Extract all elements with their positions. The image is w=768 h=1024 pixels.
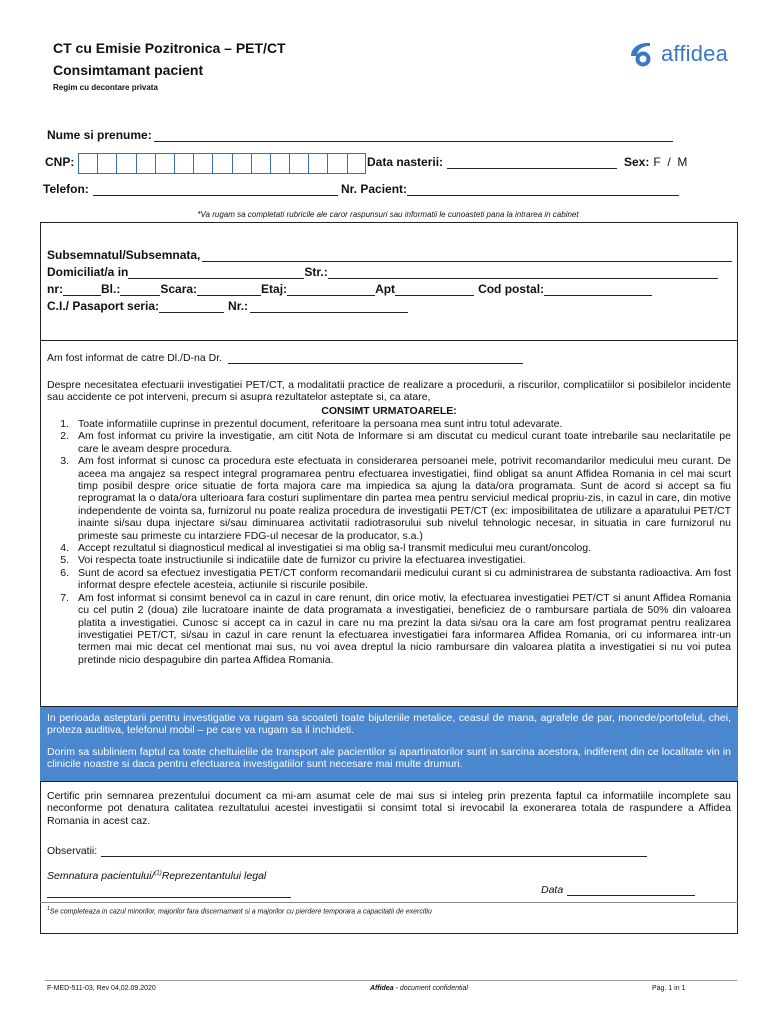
cnp-digit[interactable] <box>270 153 289 174</box>
name-row <box>47 128 673 142</box>
date-row <box>541 884 695 896</box>
cnp-digit[interactable] <box>193 153 212 174</box>
domicile-row <box>47 262 737 279</box>
consent-item-text: Am fost informat si consimt benevol ca in cazul in care renunt, din orice motiv, la efectuarea investigatiei PET/CT si anunt Affidea Romania cu cel putin 2 (doua) zile lucratoare inainte de data programata a investigatiei, beneficiez de o rambursare partiala de 50% din valoarea platita a investigatiei. Cunosc si accept ca in cazul in care nu ma prezint la data si/sau ora la care am fost programat pentru realizarea investigatiei PET/CT, si/sau in cazul in care renunt la efectuarea investigatiei fara informarea Affidea Romania, ori cu informarea intr-un termen mai mic decat cel mentionat mai sus, nu voi avea dreptul la nicio rambursare din valoarea platita a investigatiei si nu voi putea pretinde nicio despagubire din partea Affidea Romania. <box>78 591 731 666</box>
consent-item-text: Voi respecta toate instructiunile si indicatiile date de furnizor cu privire la efectuarea investigatiei. <box>78 554 526 567</box>
id-series-field[interactable] <box>159 299 224 313</box>
patient-no-label: Nr. Pacient: <box>341 182 408 196</box>
sex-options[interactable]: F / M <box>653 155 688 169</box>
fill-notice: *Va rugam sa completati rubricile ale caror raspunsuri sau informatii le cunoasteti pana la intrarea in cabinet <box>197 210 579 219</box>
consent-item-number: 5. <box>60 554 69 567</box>
id-series-label: C.I./ Pasaport seria: <box>47 299 160 313</box>
birth-field[interactable] <box>447 155 617 169</box>
nr-label: nr: <box>47 282 63 296</box>
doctor-field[interactable] <box>228 352 523 364</box>
informed-by-label: Am fost informat de catre Dl./D-na Dr. <box>47 352 223 364</box>
cnp-digit[interactable] <box>212 153 231 174</box>
address-row <box>47 279 737 296</box>
birth-label: Data nasterii: <box>367 155 444 169</box>
patient-no-field[interactable] <box>407 182 679 196</box>
consent-item <box>47 554 731 566</box>
footer-divider <box>45 980 737 981</box>
signature-label <box>47 870 266 882</box>
consent-item-text: Accept rezultatul si diagnosticul medical al investigatiei si ma oblig sa-l transmit medicului meu curant/oncolog. <box>78 542 591 555</box>
consent-heading: CONSIMT URMATOARELE: <box>321 405 457 417</box>
consent-item-number: 1. <box>60 418 69 430</box>
consent-list <box>47 418 731 666</box>
date-label: Data <box>541 884 564 896</box>
cnp-digit[interactable] <box>289 153 308 174</box>
street-label: Str.: <box>304 265 328 279</box>
declarant-section <box>47 245 737 313</box>
footnote <box>47 906 432 915</box>
sex-row <box>624 155 687 169</box>
signature-footnote-ref: (1) <box>154 870 162 877</box>
cnp-digit[interactable] <box>308 153 327 174</box>
affidea-logo <box>628 40 728 68</box>
undersigned-row <box>47 245 737 262</box>
info-box-paragraph-2: Dorim sa subliniem faptul ca toate cheltuielile de transport ale pacientilor si apartinatorilor sunt in sarcina acestora, indiferent din ce localitate vin in clinicile noastre si daca pentru efectuarea investigatiilor sunt necesare mai multe drumuri. <box>47 746 731 771</box>
consent-item-number: 6. <box>60 566 69 579</box>
undersigned-label: Subsemnatul/Subsemnata, <box>47 248 201 262</box>
consent-item-text: Am fost informat cu privire la investigatie, am citit Nota de Informare si am discutat cu medicul curant toate intrebarile sau neclaritatile pe care le aveam despre procedura. <box>78 430 731 455</box>
apt-label: Apt <box>375 282 396 296</box>
footer-brand: Affidea <box>370 985 394 992</box>
affidea-logo-icon <box>628 40 658 68</box>
footnote-text: Se completeaza in cazul minorilor, majorilor fara discernamant si a majorilor cu pierdere temporara a capacitatii de exercitiu <box>49 908 432 916</box>
street-field[interactable] <box>328 265 718 279</box>
logo-text: affidea <box>661 41 729 66</box>
consent-item-text: Am fost informat si cunosc ca procedura este efectuata in considerarea persoanei mele, potrivit recomandarilor medicului meu curant. De aceea ma angajez sa respect integral programarea pentru efectuarea investigatiei, fiind obligat sa anunt Affidea Romania in cel mai scurt timp posibil despre orice situatie de forta majora care ma impiedica sa ajung la data/ora programata. Sunt de acord si accept sa fiu reprogramat la o data/ora ulterioara fara costuri suplimentare din partea mea pentru serviciul medical propriu-zis, in cazul in care, din motive independente de vointa sa, furnizorul nu poate realiza procedura de investigatii PET/CT (ex: imposibilitatea de utilizare a aparatului PET/CT inainte si/sau dupa injectare si/sau diminuarea activitatii radiotrasorului sub nivelul tehnologic necesar, in situatia in care furnizorul nu primeste sau primeste cu intarziere FDG-ul necesar de la producator, s.a.) <box>78 455 731 542</box>
frame-divider <box>40 340 738 341</box>
consent-item <box>47 592 731 666</box>
consent-item <box>47 542 731 554</box>
cnp-digit[interactable] <box>136 153 155 174</box>
block-label: Bl.: <box>101 282 121 296</box>
form-code: F-MED-511-03, Rev 04,02.09.2020 <box>47 985 156 992</box>
footer-confidential: - document confidential <box>393 985 468 992</box>
birth-row <box>367 155 617 169</box>
certification-text: Certific prin semnarea prezentului document ca mi-am asumat cele de mai sus si inteleg prin prezenta faptul ca informatiile incomplete sau neconforme pot denatura calitatea rezultatului acestei investigatii si consimt total si irevocabil la exonerarea totala de raspundere a Affidea Romania in acest caz. <box>47 790 731 827</box>
patient-no-row <box>341 182 679 196</box>
observations-field[interactable] <box>101 845 647 857</box>
consent-item-number: 4. <box>60 542 69 555</box>
consent-item-number: 2. <box>60 430 69 443</box>
domicile-field[interactable] <box>128 265 304 279</box>
cnp-digit[interactable] <box>155 153 174 174</box>
consent-item <box>47 418 731 430</box>
cnp-digit[interactable] <box>232 153 251 174</box>
form-subtitle: Consimtamant pacient <box>53 62 204 78</box>
consent-intro: Despre necesitatea efectuarii investigatiei PET/CT, a modalitatii practice de realizare a procedurii, a riscurilor, complicatiilor si posibilelor incidente sau accidente ce pot interveni, precum si asupra rezultatelor asteptate si, ca atare, <box>47 379 731 404</box>
consent-item <box>47 455 731 542</box>
regime-label: Regim cu decontare privata <box>53 83 158 92</box>
cnp-digit[interactable] <box>347 153 366 174</box>
info-box-paragraph-1: In perioada asteptarii pentru investigatie va rugam sa scoateti toate bijuteriile metalice, ceasul de mana, agrafele de par, monede/portofelul, chei, proteza auditiva, telefonul mobil – pe care va rugam sa il inchideti. <box>47 712 731 737</box>
signature-field[interactable] <box>47 886 291 898</box>
cnp-digit[interactable] <box>251 153 270 174</box>
apt-field[interactable] <box>395 282 474 296</box>
consent-item-number: 7. <box>60 591 69 604</box>
signature-label-part1: Semnatura pacientului/ <box>47 870 155 882</box>
domicile-label: Domiciliat/a in <box>47 265 129 279</box>
consent-item <box>47 430 731 455</box>
nr-field[interactable] <box>63 282 101 296</box>
form-title: CT cu Emisie Pozitronica – PET/CT <box>53 40 286 56</box>
cnp-boxes[interactable] <box>78 153 366 174</box>
floor-field[interactable] <box>287 282 375 296</box>
id-nr-field[interactable] <box>250 299 408 313</box>
stair-label: Scara: <box>160 282 198 296</box>
postal-field[interactable] <box>544 282 652 296</box>
stair-field[interactable] <box>197 282 261 296</box>
id-row <box>47 296 737 313</box>
informed-by-row <box>47 352 731 364</box>
cnp-label: CNP: <box>45 155 75 169</box>
undersigned-field[interactable] <box>202 248 732 262</box>
cnp-digit[interactable] <box>78 153 97 174</box>
consent-item-number: 3. <box>60 455 69 468</box>
confidential-note <box>370 985 468 992</box>
page-number: Pag. 1 in 1 <box>652 985 686 992</box>
cnp-digit[interactable] <box>116 153 135 174</box>
consent-item-text: Sunt de acord sa efectuez investigatia PET/CT conform recomandarii medicului curant si cu administrarea de substanta radioactiva. Am fost informat despre efectele acesteia, actiunile si riscurile posibile. <box>78 566 731 592</box>
footnote-number: 1 <box>47 906 50 912</box>
sex-label: Sex: <box>624 155 650 169</box>
consent-item-text: Toate informatiile cuprinse in prezentul document, referitoare la persoana mea sunt intru totul adevarate. <box>78 418 563 430</box>
observations-label: Observatii: <box>47 845 98 857</box>
name-field[interactable] <box>154 128 673 142</box>
observations-row <box>47 845 731 857</box>
date-field[interactable] <box>567 884 695 896</box>
floor-label: Etaj: <box>261 282 288 296</box>
cnp-digit[interactable] <box>97 153 116 174</box>
id-nr-label: Nr.: <box>228 299 249 313</box>
phone-row <box>43 182 338 196</box>
consent-item <box>47 567 731 592</box>
postal-label: Cod postal: <box>478 282 545 296</box>
footnote-divider <box>40 902 738 903</box>
signature-label-part2: Reprezentantului legal <box>161 870 267 882</box>
cnp-digit[interactable] <box>327 153 346 174</box>
phone-field[interactable] <box>93 182 338 196</box>
phone-label: Telefon: <box>43 182 89 196</box>
cnp-digit[interactable] <box>174 153 193 174</box>
block-field[interactable] <box>120 282 160 296</box>
name-label: Nume si prenume: <box>47 128 152 142</box>
